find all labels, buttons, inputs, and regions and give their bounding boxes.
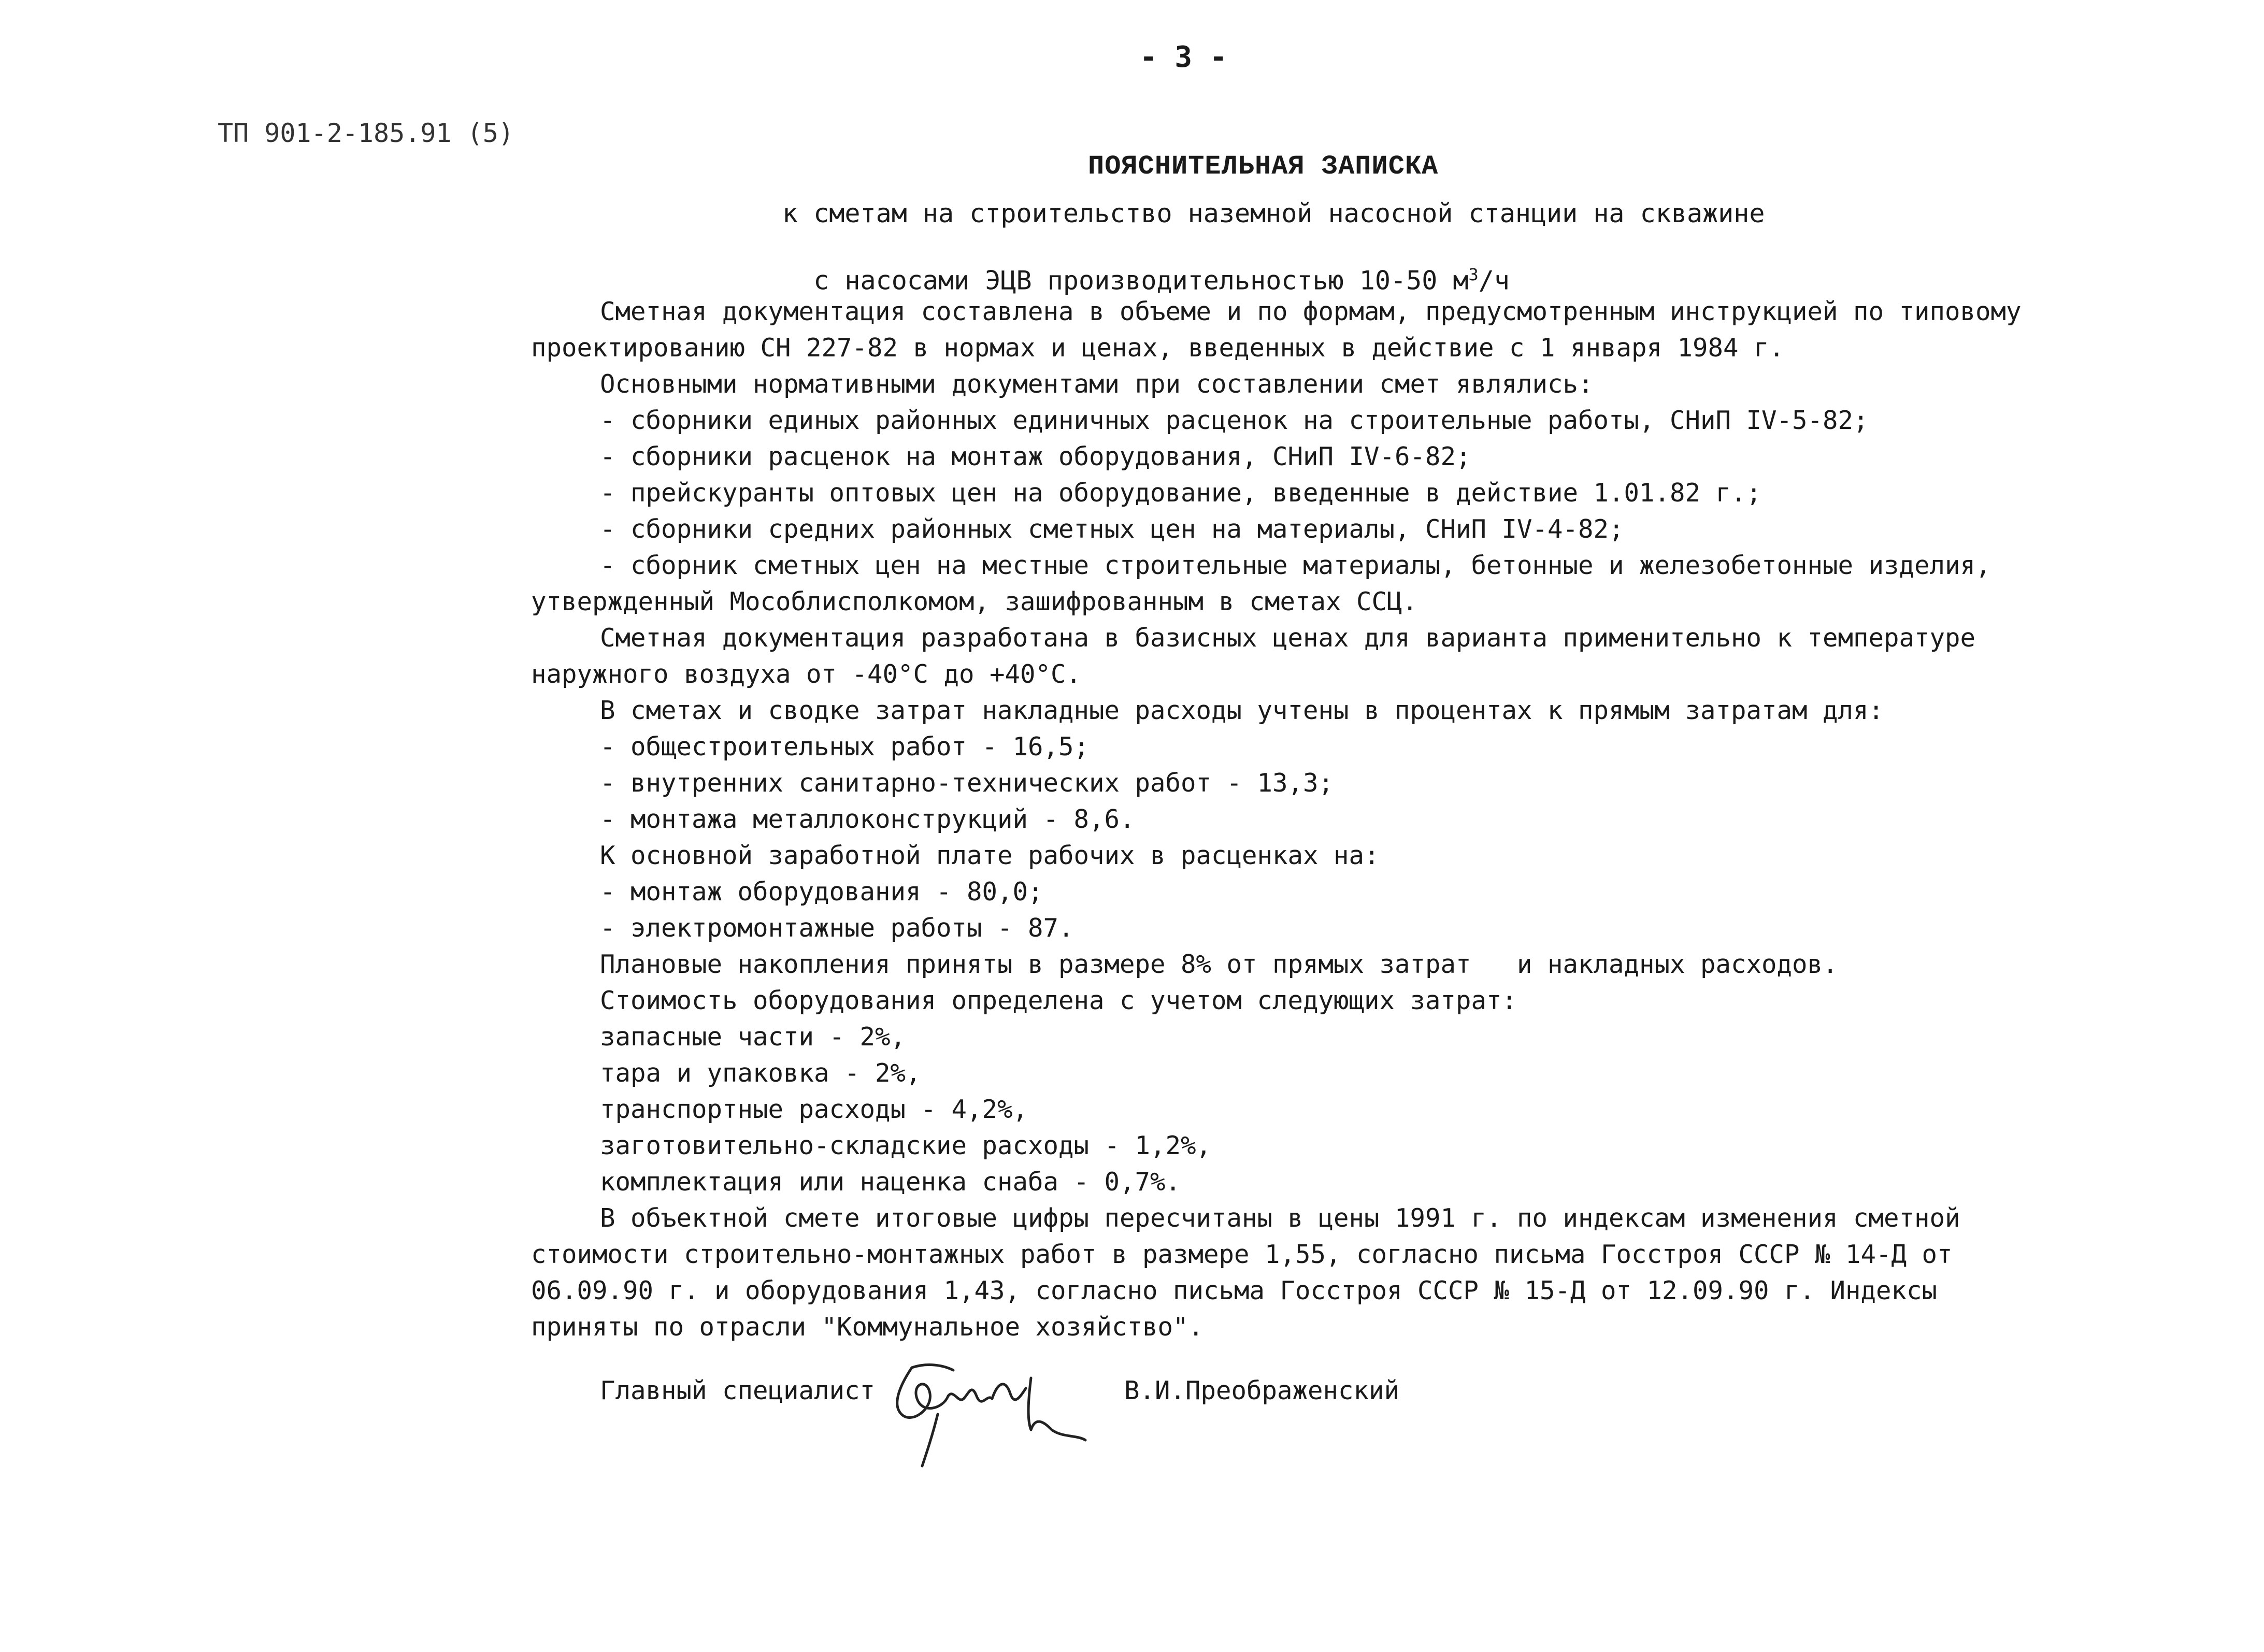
subtitle-unit: /ч	[1478, 265, 1510, 296]
paragraph-line: стоимости строительно-монтажных работ в размере 1,55, согласно письма Госстроя СССР № 14-Д от	[531, 1240, 1953, 1269]
list-item: - внутренних санитарно-технических работ - 13,3;	[600, 768, 1334, 798]
paragraph-line: В сметах и сводке затрат накладные расходы учтены в процентах к прямым затратам для:	[600, 696, 1884, 725]
list-item: транспортные расходы - 4,2%,	[600, 1095, 1028, 1124]
signer-name: В.И.Преображенский	[1124, 1376, 1400, 1405]
paragraph-line: наружного воздуха от -40°С до +40°С.	[531, 659, 1082, 689]
paragraph-line: приняты по отрасли "Коммунальное хозяйство".	[531, 1312, 1204, 1342]
document-code: ТП 901-2-185.91 (5)	[218, 118, 514, 148]
list-item: запасные части - 2%,	[600, 1022, 906, 1052]
list-item: тара и упаковка - 2%,	[600, 1058, 921, 1088]
subtitle-line-1: к сметам на строительство наземной насосной станции на скважине	[782, 198, 1765, 228]
subtitle-superscript: 3	[1468, 265, 1479, 284]
paragraph-line: Сметная документация разработана в базисных ценах для варианта применительно к температуре	[600, 623, 1976, 653]
list-item: - сборники расценок на монтаж оборудования, СНиП IV-6-82;	[600, 442, 1471, 471]
paragraph-line: проектированию СН 227-82 в нормах и ценах, введенных в действие с 1 января 1984 г.	[531, 333, 1785, 363]
list-item: - сборник сметных цен на местные строительные материалы, бетонные и железобетонные изделия,	[600, 551, 1991, 580]
subtitle-line-2-text: с насосами ЭЦВ производительностью 10-50 м	[813, 265, 1469, 296]
list-item: - монтаж оборудования - 80,0;	[600, 877, 1043, 907]
signer-position: Главный специалист	[600, 1376, 876, 1405]
paragraph-line: К основной заработной плате рабочих в расценках на:	[600, 841, 1380, 870]
paragraph-line: В объектной смете итоговые цифры пересчитаны в цены 1991 г. по индексам изменения сметной	[600, 1203, 1960, 1233]
paragraph-line: утвержденный Мособлисполкомом, зашифрованным в сметах ССЦ.	[531, 587, 1418, 616]
paragraph-line: Плановые накопления приняты в размере 8% от прямых затрат и накладных расходов.	[600, 950, 1838, 979]
list-item: - прейскуранты оптовых цен на оборудование, введенные в действие 1.01.82 г.;	[600, 478, 1762, 508]
page-number: - 3 -	[1140, 40, 1227, 74]
list-item: - сборники средних районных сметных цен на материалы, СНиП IV-4-82;	[600, 514, 1624, 544]
paragraph-line: Основными нормативными документами при составлении смет являлись:	[600, 369, 1594, 399]
paragraph-line: 06.09.90 г. и оборудования 1,43, согласно письма Госстроя СССР № 15-Д от 12.09.90 г. Индексы	[531, 1276, 1938, 1305]
paragraph-line: Сметная документация составлена в объеме и по формам, предусмотренным инструкцией по типовому	[600, 297, 2022, 326]
list-item: - сборники единых районных единичных расценок на строительные работы, СНиП IV-5-82;	[600, 406, 1869, 435]
document-title: ПОЯСНИТЕЛЬНАЯ ЗАПИСКА	[1088, 151, 1439, 182]
paragraph-line: Стоимость оборудования определена с учетом следующих затрат:	[600, 986, 1517, 1015]
list-item: - электромонтажные работы - 87.	[600, 913, 1074, 943]
handwritten-signature	[881, 1347, 1088, 1471]
list-item: - монтажа металлоконструкций - 8,6.	[600, 805, 1135, 834]
list-item: заготовительно-складские расходы - 1,2%,	[600, 1131, 1212, 1160]
list-item: комплектация или наценка снаба - 0,7%.	[600, 1167, 1181, 1197]
list-item: - общестроительных работ - 16,5;	[600, 732, 1090, 762]
